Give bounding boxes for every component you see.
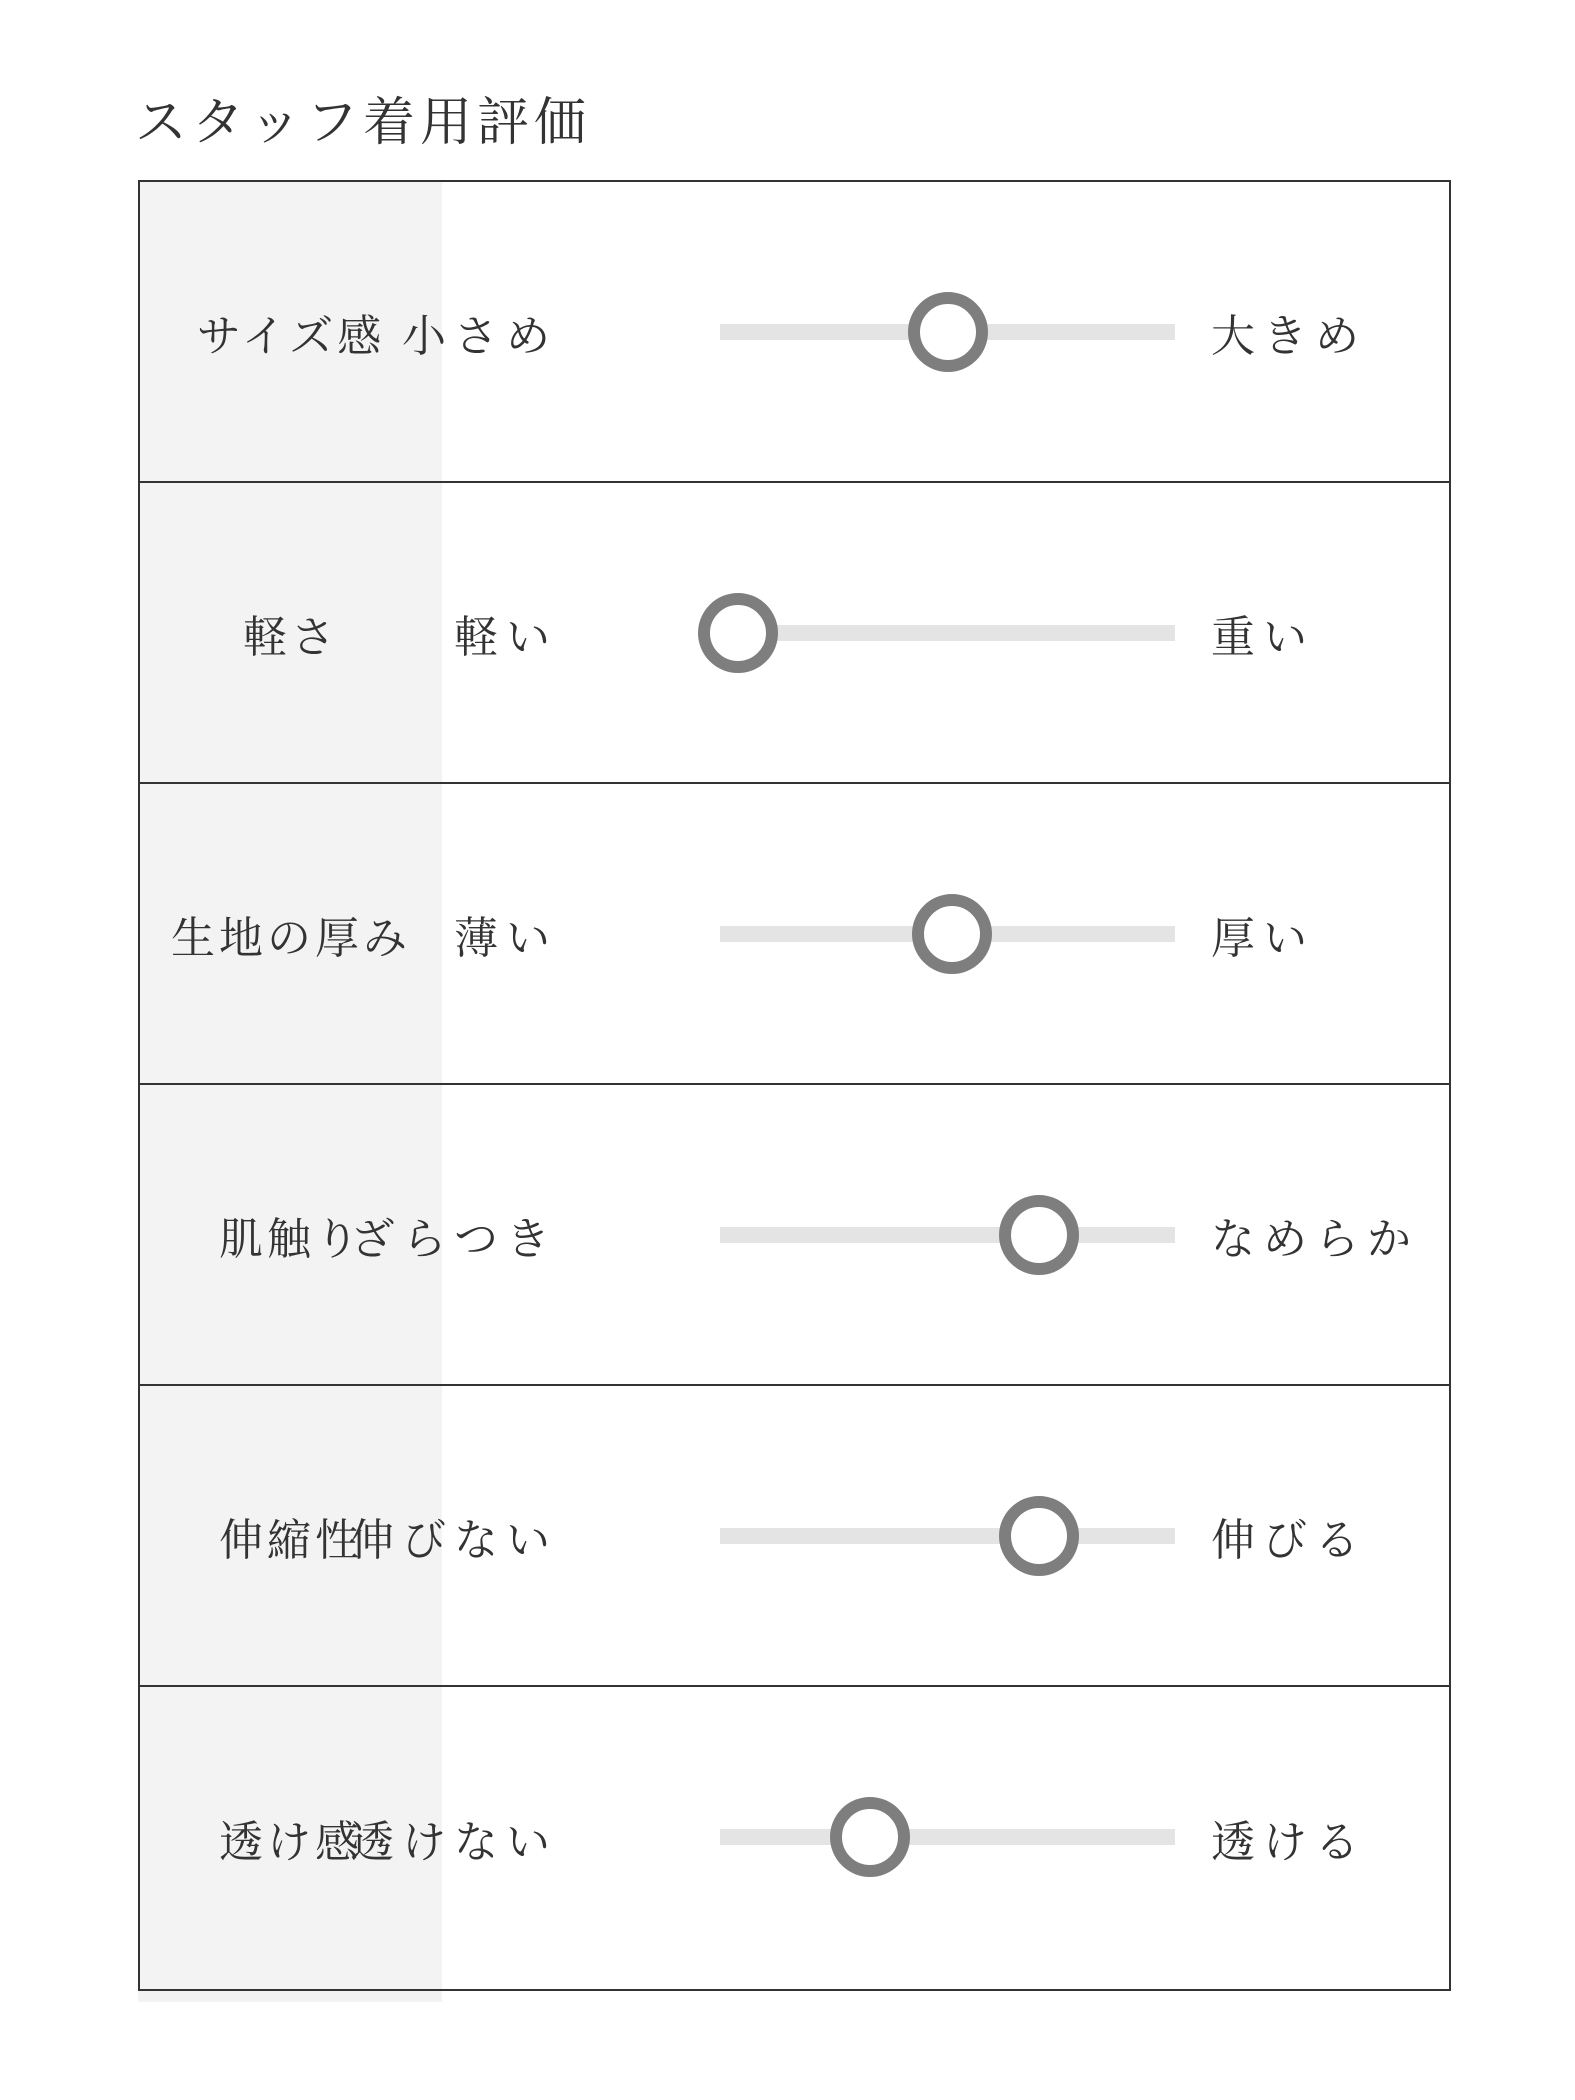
- slider-min-label: 透けない: [350, 1816, 558, 1868]
- slider-max-label: 重い: [1211, 611, 1315, 663]
- evaluation-row-thickness: [140, 784, 1449, 1085]
- slider-max-label: 大きめ: [1211, 310, 1367, 362]
- slider-max-label: 伸びる: [1211, 1514, 1367, 1566]
- evaluation-table: [138, 180, 1451, 1991]
- rating-slider-track[interactable]: [720, 324, 1175, 340]
- rating-slider-track[interactable]: [720, 1528, 1175, 1544]
- rating-slider-thumb[interactable]: [912, 894, 992, 974]
- evaluation-row-stretch: [140, 1386, 1449, 1687]
- row-label: 肌触り: [219, 1213, 363, 1265]
- slider-min-label: 薄い: [454, 912, 558, 964]
- row-label: 軽さ: [243, 611, 339, 663]
- rating-slider-thumb[interactable]: [830, 1797, 910, 1877]
- evaluation-row-lightness: [140, 483, 1449, 784]
- slider-min-label: ざらつき: [350, 1213, 558, 1265]
- rating-slider-track[interactable]: [720, 926, 1175, 942]
- slider-max-label: なめらか: [1211, 1213, 1419, 1265]
- rating-slider-track[interactable]: [720, 1227, 1175, 1243]
- slider-min-label: 小さめ: [402, 310, 558, 362]
- rating-slider-thumb[interactable]: [908, 292, 988, 372]
- rating-slider-track[interactable]: [720, 1829, 1175, 1845]
- evaluation-row-size: [140, 182, 1449, 483]
- row-label: サイズ感: [196, 310, 386, 362]
- evaluation-row-texture: [140, 1085, 1449, 1386]
- slider-min-label: 軽い: [454, 611, 558, 663]
- row-label: 伸縮性: [219, 1514, 363, 1566]
- page-title: スタッフ着用評価: [135, 93, 592, 153]
- rating-slider-thumb[interactable]: [698, 593, 778, 673]
- slider-min-label: 伸びない: [350, 1514, 558, 1566]
- slider-max-label: 透ける: [1211, 1816, 1367, 1868]
- slider-max-label: 厚い: [1211, 912, 1315, 964]
- evaluation-row-sheerness: [140, 1687, 1449, 1988]
- row-label: 透け感: [219, 1816, 363, 1868]
- row-label: 生地の厚み: [171, 912, 411, 964]
- rating-slider-track[interactable]: [720, 625, 1175, 641]
- rating-slider-thumb[interactable]: [999, 1496, 1079, 1576]
- rating-slider-thumb[interactable]: [999, 1195, 1079, 1275]
